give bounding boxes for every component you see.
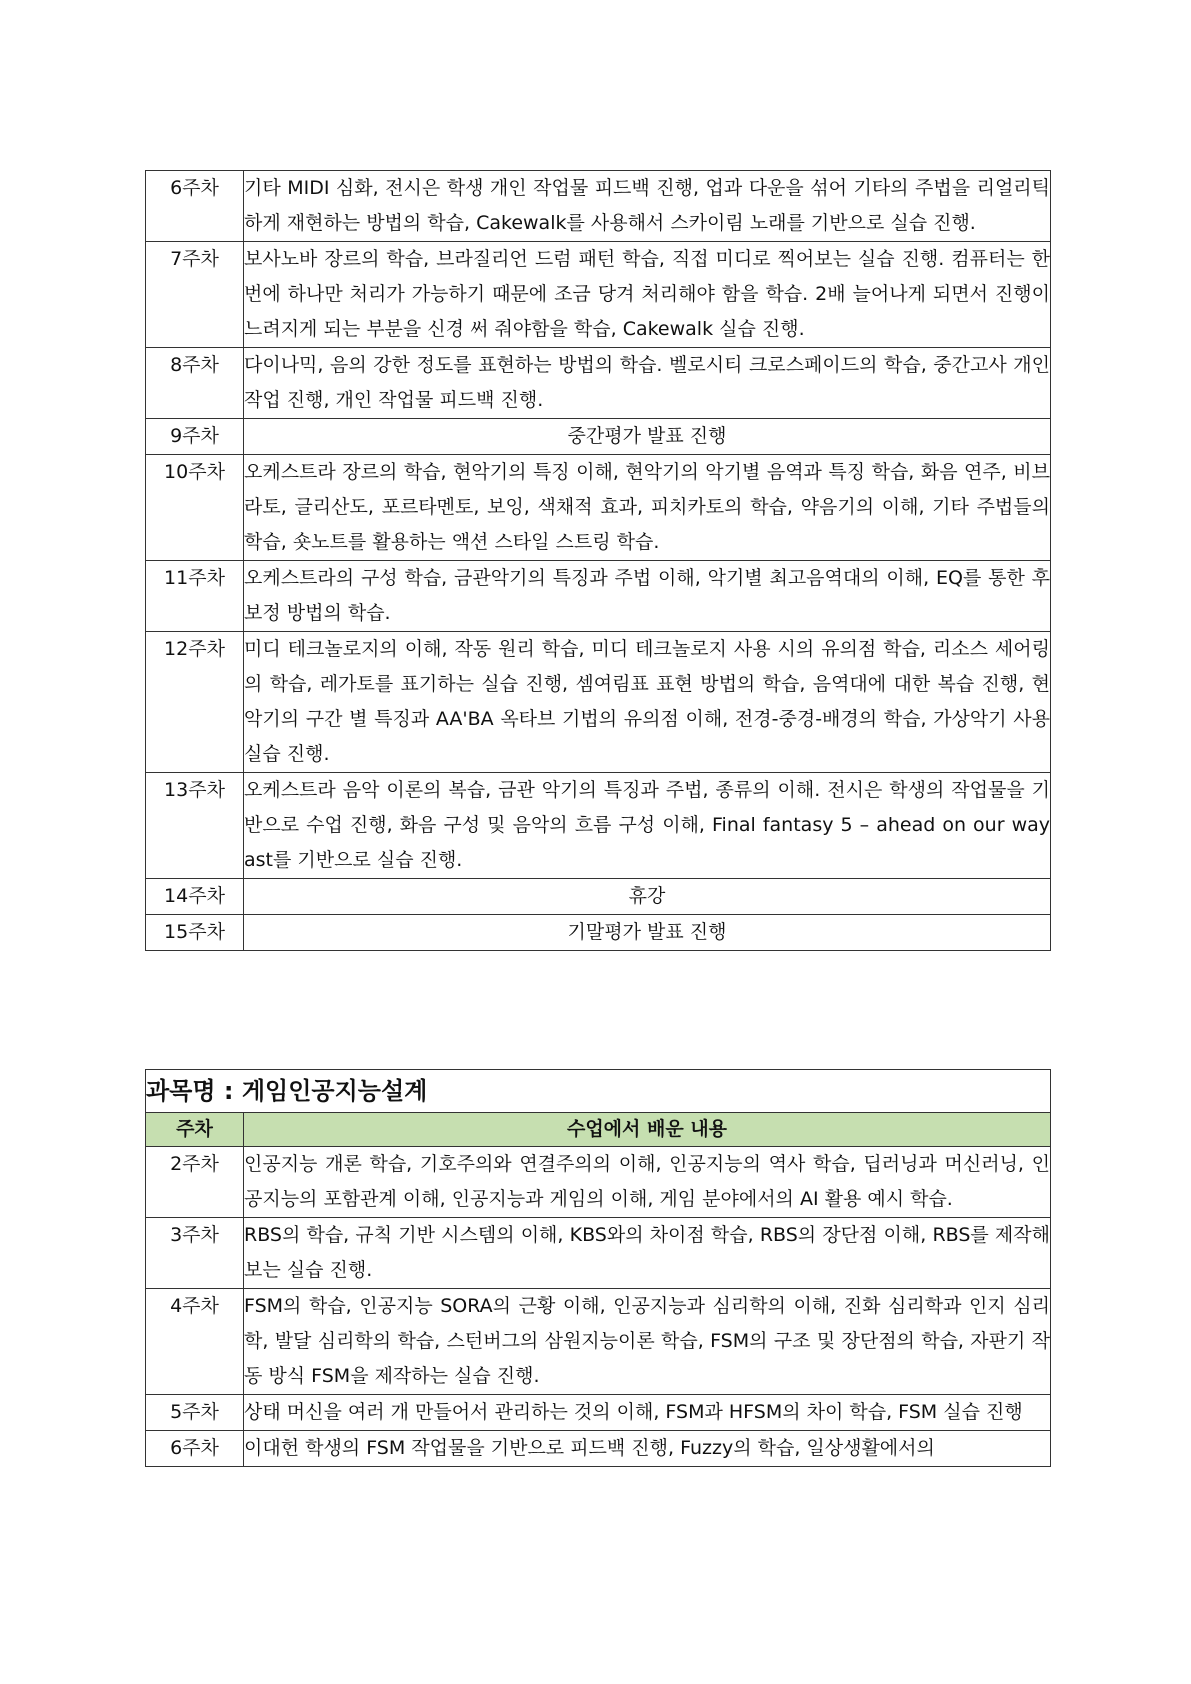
table-row (146, 1289, 1051, 1395)
week-cell: 11주차 (146, 561, 244, 632)
table-row (146, 1395, 1051, 1431)
week-cell: 5주차 (146, 1395, 244, 1431)
week-cell: 12주차 (146, 632, 244, 773)
content-cell: 기타 MIDI 심화, 전시은 학생 개인 작업물 피드백 진행, 업과 다운을 섞어 기타의 주법을 리얼리틱하게 재현하는 방법의 학습, Cakewalk를 사용해서 스카이림 노래를 기반으로 실습 진행. (244, 171, 1051, 242)
content-cell: 오케스트라 음악 이론의 복습, 금관 악기의 특징과 주법, 종류의 이해. 전시은 학생의 작업물을 기반으로 수업 진행, 화음 구성 및 음악의 흐름 구성 이해, Final fantasy 5 – ahead on our way ast를 기반으로 실습 진행. (244, 773, 1051, 879)
content-cell: 기말평가 발표 진행 (244, 915, 1051, 951)
content-cell: 중간평가 발표 진행 (244, 419, 1051, 455)
week-cell: 3주차 (146, 1218, 244, 1289)
week-cell: 8주차 (146, 348, 244, 419)
table-row (146, 879, 1051, 915)
syllabus-table-game-ai (145, 1069, 1051, 1467)
week-cell: 9주차 (146, 419, 244, 455)
content-cell: 휴강 (244, 879, 1051, 915)
table-title-row (146, 1070, 1051, 1113)
content-cell: 인공지능 개론 학습, 기호주의와 연결주의의 이해, 인공지능의 역사 학습, 딥러닝과 머신러닝, 인공지능의 포함관계 이해, 인공지능과 게임의 이해, 게임 분야에서의 AI 활용 예시 학습. (244, 1147, 1051, 1218)
week-cell: 2주차 (146, 1147, 244, 1218)
content-cell: FSM의 학습, 인공지능 SORA의 근황 이해, 인공지능과 심리학의 이해, 진화 심리학과 인지 심리학, 발달 심리학의 학습, 스턴버그의 삼원지능이론 학습, FSM의 구조 및 장단점의 학습, 자판기 작동 방식 FSM을 제작하는 실습 진행. (244, 1289, 1051, 1395)
table-row (146, 348, 1051, 419)
week-cell: 14주차 (146, 879, 244, 915)
content-cell: 오케스트라의 구성 학습, 금관악기의 특징과 주법 이해, 악기별 최고음역대의 이해, EQ를 통한 후보정 방법의 학습. (244, 561, 1051, 632)
table-row (146, 242, 1051, 348)
content-cell: 이대헌 학생의 FSM 작업물을 기반으로 피드백 진행, Fuzzy의 학습, 일상생활에서의 (244, 1431, 1051, 1467)
content-column-header: 수업에서 배운 내용 (244, 1113, 1051, 1147)
content-cell: 오케스트라 장르의 학습, 현악기의 특징 이해, 현악기의 악기별 음역과 특징 학습, 화음 연주, 비브라토, 글리산도, 포르타멘토, 보잉, 색채적 효과, 피치카토의 학습, 약음기의 이해, 기타 주법들의 학습, 숏노트를 활용하는 액션 스타일 스트링 학습. (244, 455, 1051, 561)
table-row (146, 171, 1051, 242)
week-cell: 6주차 (146, 171, 244, 242)
week-cell: 13주차 (146, 773, 244, 879)
week-column-header: 주차 (146, 1113, 244, 1147)
table-row (146, 773, 1051, 879)
table-row (146, 1147, 1051, 1218)
table-row (146, 561, 1051, 632)
table-row (146, 1218, 1051, 1289)
content-cell: 미디 테크놀로지의 이해, 작동 원리 학습, 미디 테크놀로지 사용 시의 유의점 학습, 리소스 세어링의 학습, 레가토를 표기하는 실습 진행, 셈여림표 표현 방법의 학습, 음역대에 대한 복습 진행, 현악기의 구간 별 특징과 AA'BA 옥타브 기법의 유의점 이해, 전경-중경-배경의 학습, 가상악기 사용 실습 진행. (244, 632, 1051, 773)
week-cell: 6주차 (146, 1431, 244, 1467)
week-cell: 4주차 (146, 1289, 244, 1395)
week-cell: 7주차 (146, 242, 244, 348)
table-row (146, 632, 1051, 773)
table-row (146, 1431, 1051, 1467)
content-cell: RBS의 학습, 규칙 기반 시스템의 이해, KBS와의 차이점 학습, RBS의 장단점 이해, RBS를 제작해 보는 실습 진행. (244, 1218, 1051, 1289)
content-cell: 다이나믹, 음의 강한 정도를 표현하는 방법의 학습. 벨로시티 크로스페이드의 학습, 중간고사 개인 작업 진행, 개인 작업물 피드백 진행. (244, 348, 1051, 419)
content-cell: 보사노바 장르의 학습, 브라질리언 드럼 패턴 학습, 직접 미디로 찍어보는 실습 진행. 컴퓨터는 한 번에 하나만 처리가 가능하기 때문에 조금 당겨 처리해야 함을 학습. 2배 늘어나게 되면서 진행이 느려지게 되는 부분을 신경 써 줘야함을 학습, Cakewalk 실습 진행. (244, 242, 1051, 348)
syllabus-table-continued (145, 170, 1051, 951)
week-cell: 15주차 (146, 915, 244, 951)
table-header-row (146, 1113, 1051, 1147)
table-row (146, 455, 1051, 561)
content-cell: 상태 머신을 여러 개 만들어서 관리하는 것의 이해, FSM과 HFSM의 차이 학습, FSM 실습 진행 (244, 1395, 1051, 1431)
table-row (146, 915, 1051, 951)
week-cell: 10주차 (146, 455, 244, 561)
course-title: 과목명 : 게임인공지능설계 (146, 1070, 1051, 1113)
table-row (146, 419, 1051, 455)
